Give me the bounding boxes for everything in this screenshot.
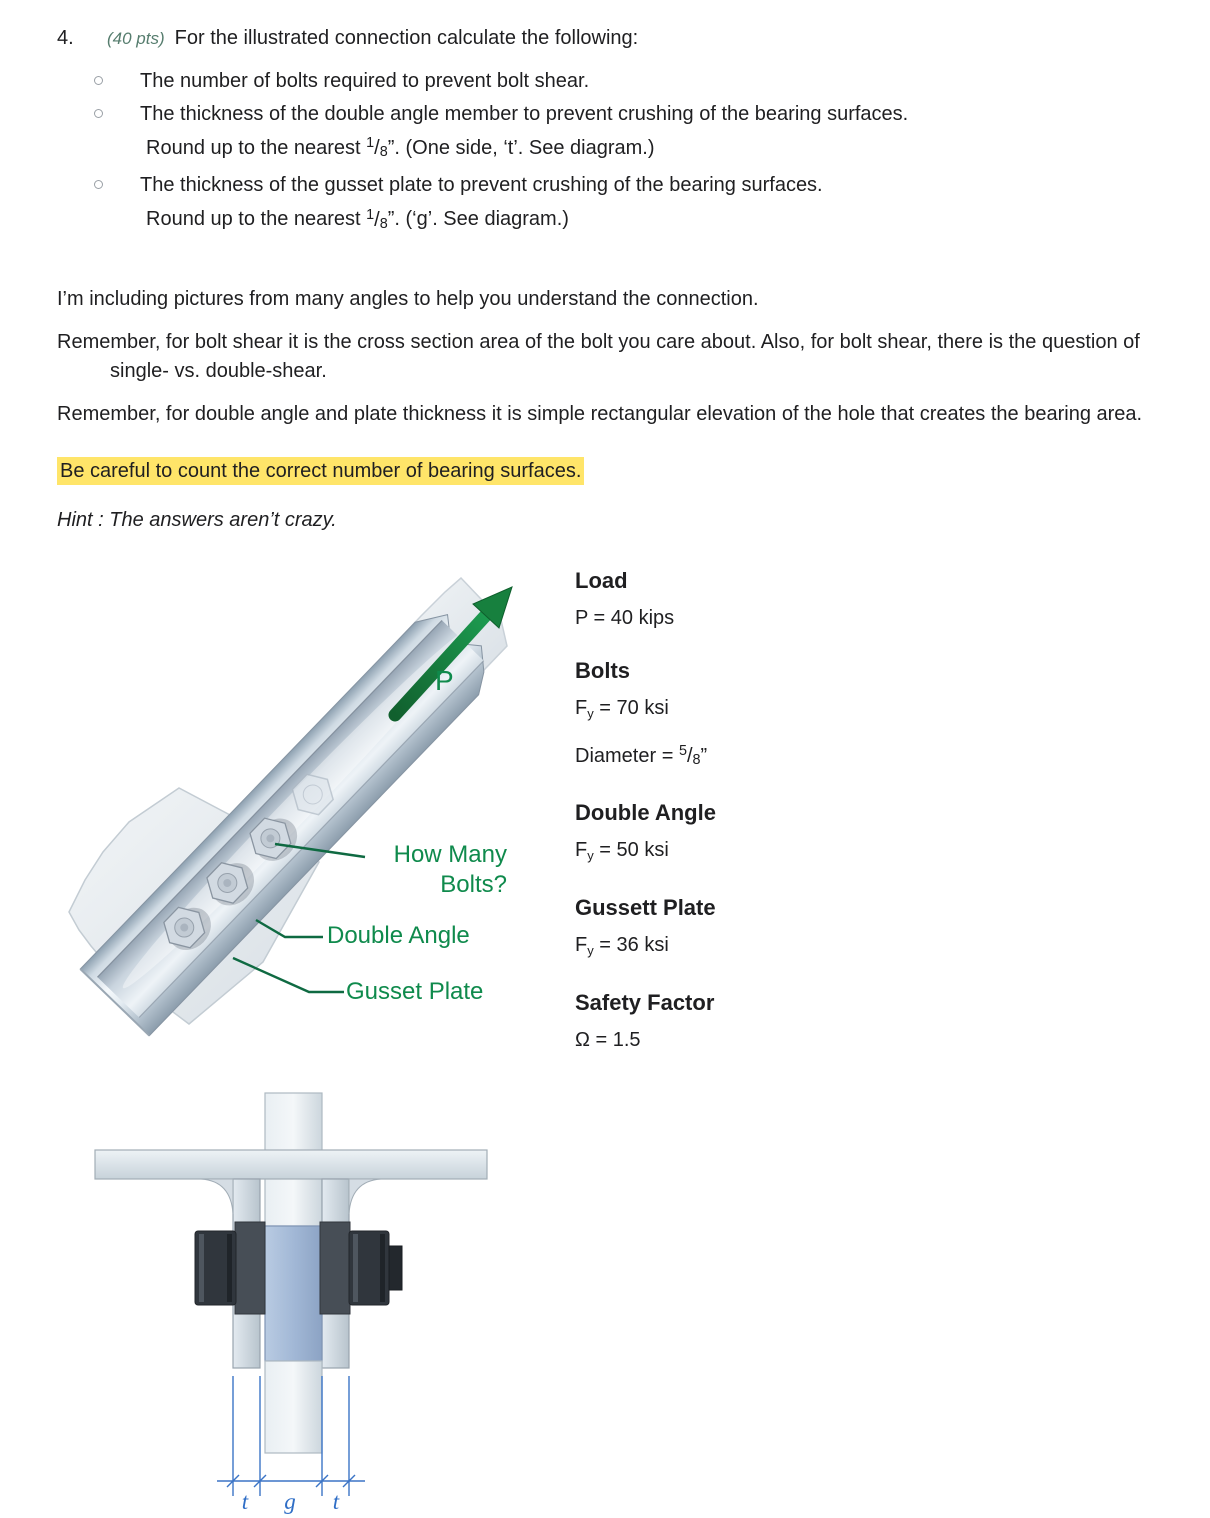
list-item: [140, 171, 1162, 238]
highlight-line: [57, 457, 1162, 486]
dim-label-t-right: t: [332, 1489, 340, 1514]
points-label: (40 pts): [107, 29, 165, 48]
hint-line: Hint : The answers aren’t crazy.: [57, 508, 337, 531]
section-diagram: [93, 1088, 513, 1518]
gusset-section: [575, 893, 855, 965]
bolts-title: Bolts: [575, 658, 630, 683]
question-intro: For the illustrated connection calculate the following:: [174, 27, 639, 49]
load-section: [575, 566, 855, 633]
bullet2-post-text: ”. (One side, ‘t’. See diagram.): [387, 137, 655, 160]
gusset-title: Gussett Plate: [575, 895, 716, 921]
fraction-five-eighths: $^5$/8: [678, 742, 701, 769]
how-many-bolts-label-line2: Bolts?: [440, 871, 507, 898]
dim-label-t-left: t: [241, 1489, 249, 1514]
safety-factor-section: [575, 988, 855, 1055]
bullet1-text: The number of bolts required to prevent bolt shear.: [140, 70, 590, 92]
question-number: 4.: [57, 27, 74, 49]
left-fillet: [201, 1179, 233, 1214]
gusset-plate-section-bottom: [265, 1361, 322, 1453]
right-fillet: [349, 1179, 381, 1214]
load-value: P = 40 kips: [575, 607, 675, 629]
bullet3-line1: The thickness of the gusset plate to prevent crushing of the bearing surfaces.: [140, 174, 823, 197]
bolts-diameter-value: Diameter = $^5$/8”: [575, 742, 708, 769]
how-many-bolts-label-line1: How Many: [393, 841, 507, 868]
safety-factor-title: Safety Factor: [575, 990, 715, 1016]
section-diagram-wrap: [93, 1088, 513, 1518]
bullet2-line2: [140, 129, 1162, 167]
bullet3-line2: [140, 200, 1162, 238]
paragraph-bolt-shear: Remember, for bolt shear it is the cross section area of the bolt you care about. Also, for bolt shear, there is the question of single- vs. double-shear.: [57, 330, 1140, 382]
bullet2-round-text: Round up to the nearest: [146, 137, 367, 160]
double-angle-section: [575, 798, 855, 870]
load-arrow-label: P: [435, 665, 454, 696]
list-item: [140, 100, 1162, 167]
bolts-fy-value: $F_y = 70$ ksi: [575, 697, 669, 721]
bolt-stub: [389, 1246, 402, 1290]
safety-factor-value: Ω = 1.5: [575, 1029, 641, 1052]
double-angle-label: Double Angle: [327, 922, 470, 949]
load-title: Load: [575, 568, 628, 593]
how-many-bolts-label: [337, 840, 507, 900]
bullet2-line1: The thickness of the double angle member to prevent crushing of the bearing surfaces.: [140, 103, 909, 125]
bullet3-post-text: ”. (‘g’. See diagram.): [387, 208, 569, 231]
gusset-plate-section-mid: [265, 1226, 322, 1361]
top-flange-section: [95, 1150, 487, 1179]
connection-illustration: [57, 560, 567, 1038]
question-line: [57, 24, 1162, 53]
dim-label-g: g: [284, 1489, 296, 1514]
paragraph-pictures: I’m including pictures from many angles to help you understand the connection.: [57, 287, 759, 310]
double-angle-title: Double Angle: [575, 800, 716, 826]
washer-right: [320, 1222, 350, 1314]
connection-figure: [57, 560, 1162, 1052]
requirements-list: [57, 67, 1162, 239]
washer-left: [235, 1222, 265, 1314]
properties-panel: [575, 566, 855, 1078]
bolts-section: [575, 656, 855, 775]
bullet3-round-text: Round up to the nearest: [146, 208, 367, 231]
double-angle-fy-value: $F_y = 50$ ksi: [575, 839, 669, 864]
gusset-plate-label: Gusset Plate: [346, 978, 484, 1005]
fraction-one-eighth: $^1$/8: [366, 206, 388, 232]
paragraph-bearing-area: Remember, for double angle and plate thickness it is simple rectangular elevation of the hole that creates the bearing area.: [57, 402, 1143, 425]
fraction-one-eighth: $^1$/8: [366, 135, 388, 161]
list-item: [140, 67, 1162, 96]
gusset-fy-value: $F_y = 36$ ksi: [575, 934, 669, 959]
highlighted-warning: Be careful to count the correct number of bearing surfaces.: [57, 457, 584, 485]
